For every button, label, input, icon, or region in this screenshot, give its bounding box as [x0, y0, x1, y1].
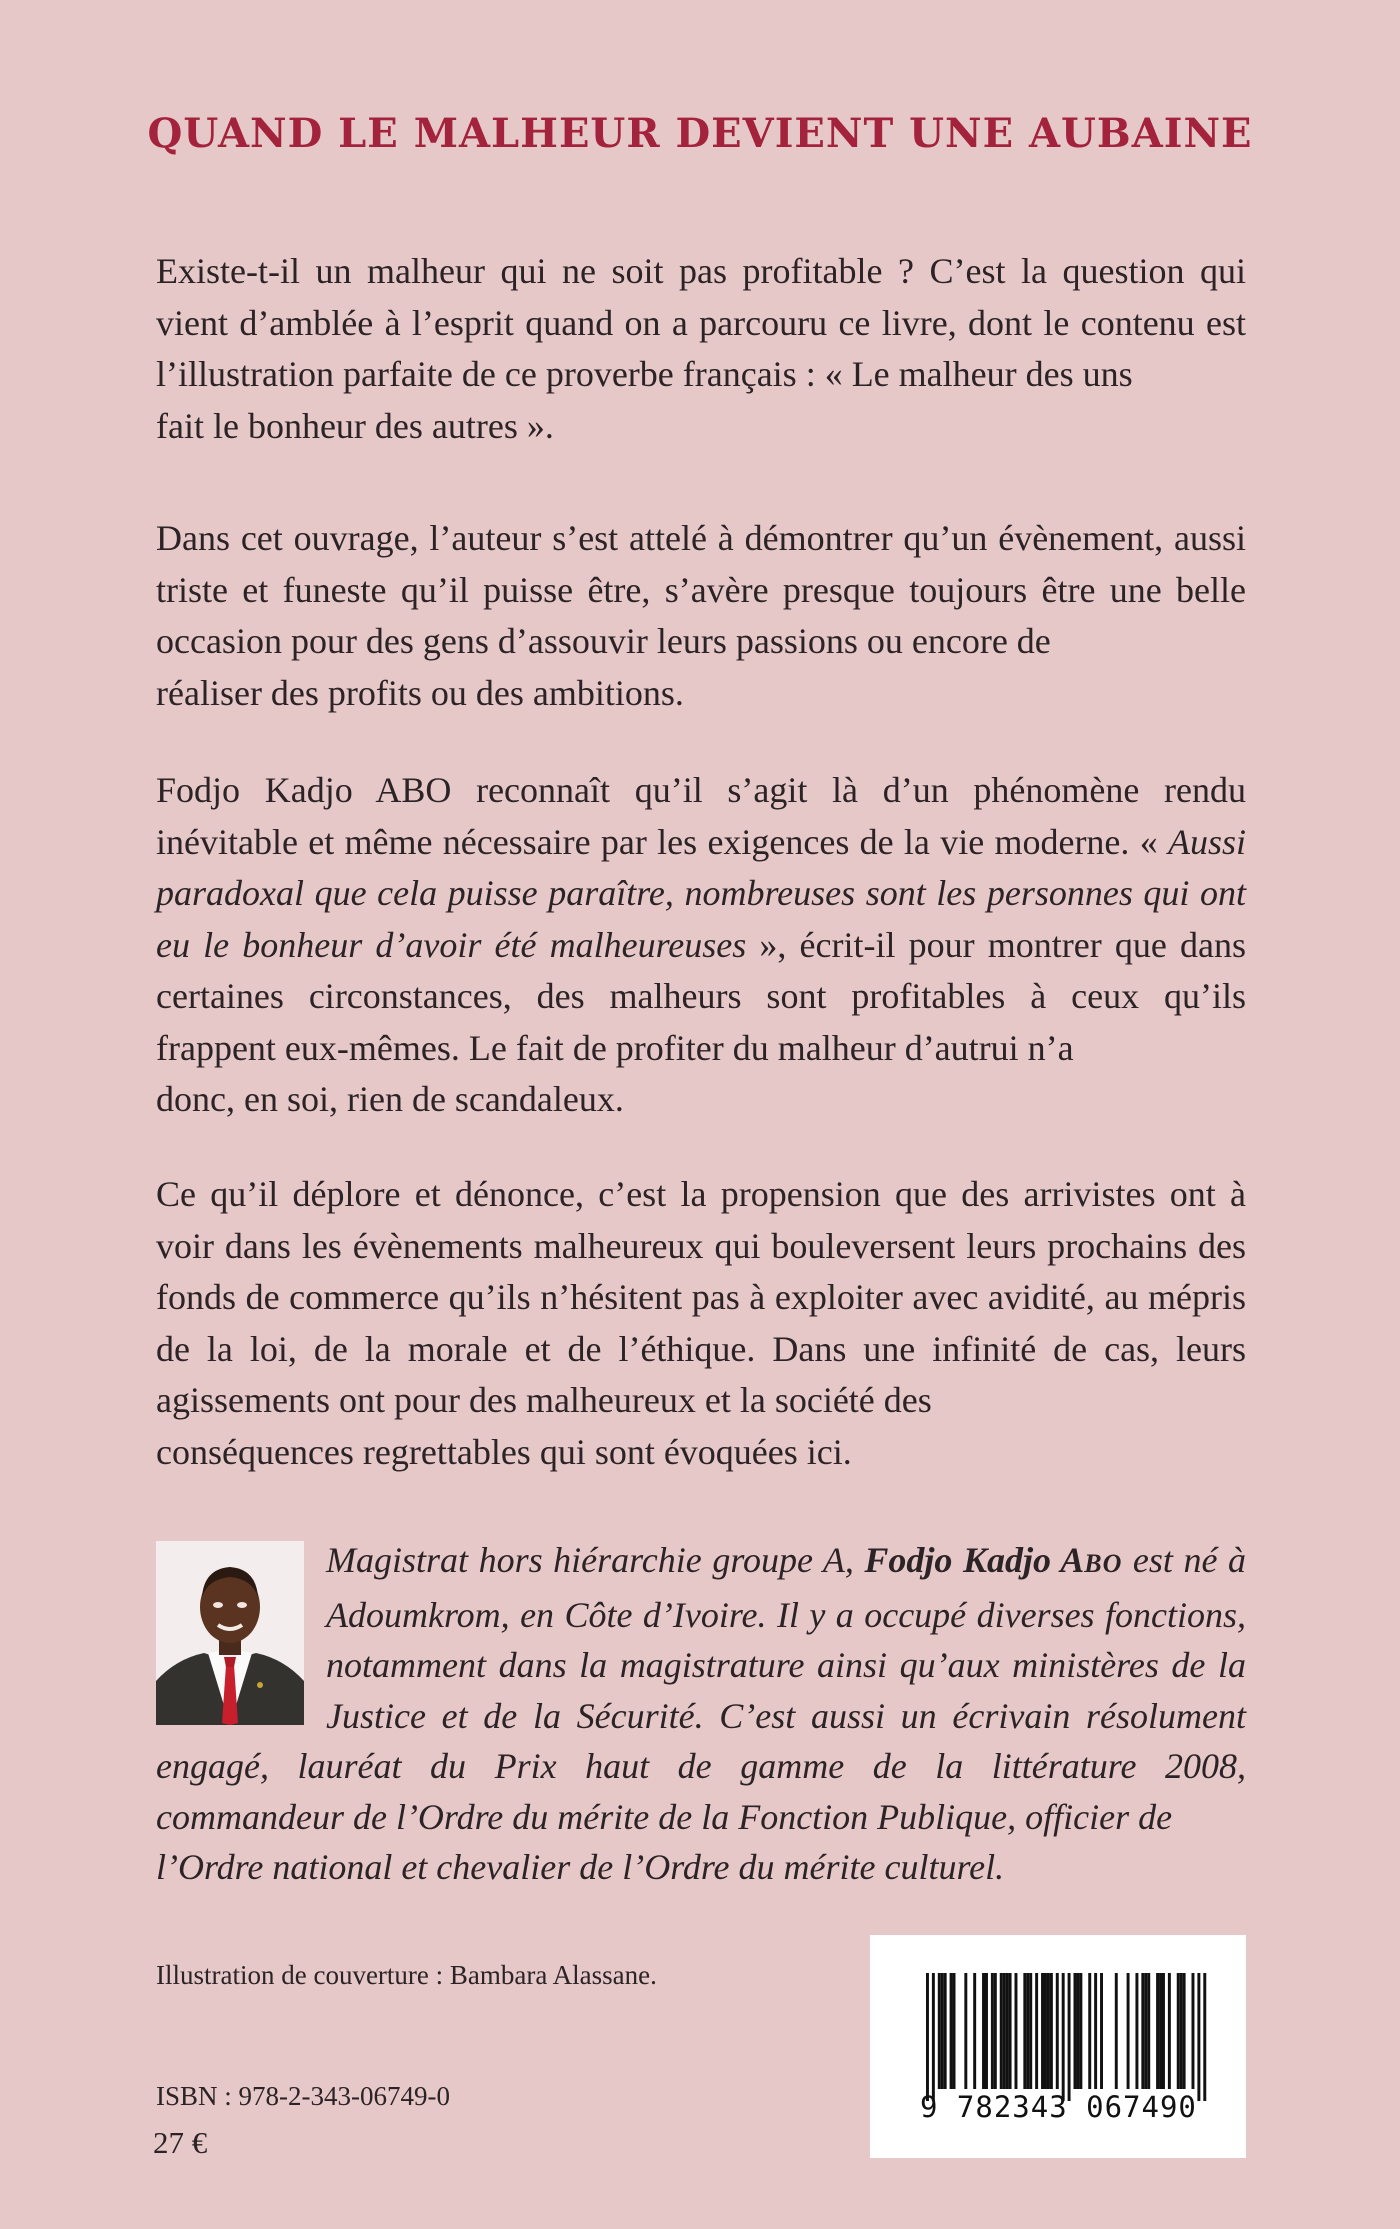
summary-paragraph-1 [156, 246, 1246, 452]
barcode-bar [950, 1973, 953, 2089]
barcode-bar [926, 1973, 929, 2101]
barcode-bar [973, 1973, 976, 2089]
author-name-small-caps: BO [1084, 1549, 1123, 1578]
summary-paragraph-2-end: réaliser des profits ou des ambitions. [156, 672, 684, 713]
author-name [864, 1540, 1122, 1580]
barcode-bar [1023, 1973, 1026, 2089]
barcode-bar [1050, 1973, 1053, 2089]
summary-paragraph-3-intro: Fodjo Kadjo ABO reconnaît qu’il s’agit là d’un phénomène rendu inévitable et même nécessaire par les exigences de la vie moderne. « [156, 770, 1246, 862]
barcode-bar [1115, 1973, 1118, 2089]
barcode-bar [941, 1973, 944, 2089]
barcode-bar [1162, 1973, 1165, 2089]
barcode-bar [1147, 1973, 1150, 2089]
barcode-bar [1100, 1973, 1103, 2089]
barcode-bar [1074, 1973, 1077, 2089]
barcode-bar [985, 1973, 988, 2089]
barcode-bar [994, 1973, 997, 2089]
barcode-bar [1000, 1973, 1003, 2089]
barcode-bar [1135, 1973, 1138, 2089]
barcode-bar [1079, 1973, 1082, 2089]
barcode-bar [1062, 1973, 1065, 2101]
barcode [870, 1935, 1246, 2158]
barcode-bar [953, 1973, 956, 2089]
barcode-bar [1203, 1973, 1206, 2101]
barcode-bar [1127, 1973, 1130, 2089]
barcode-bar [1177, 1973, 1180, 2089]
barcode-bar [1003, 1973, 1006, 2089]
summary-paragraph-2-body: Dans cet ouvrage, l’auteur s’est attelé à démontrer qu’un évènement, aussi triste et funeste qu’il puisse être, s’avère presque toujours être une belle occasion pour des gens d’assouvir leurs passions ou encore de [156, 518, 1246, 661]
barcode-bar [1068, 1973, 1071, 2101]
barcode-bar [1183, 1973, 1186, 2089]
barcode-bar [1006, 1973, 1009, 2089]
isbn-number: ISBN : 978-2-343-06749-0 [156, 2081, 450, 2111]
summary-paragraph-2 [156, 513, 1246, 719]
book-price: 27 € [153, 2125, 208, 2160]
author-name-main: Fodjo Kadjo A [864, 1540, 1085, 1580]
barcode-bar [1009, 1973, 1012, 2089]
author-bio-intro: Magistrat hors hiérarchie groupe A, [326, 1540, 865, 1580]
barcode-bar [1076, 1973, 1079, 2089]
summary-paragraph-1-body: Existe-t-il un malheur qui ne soit pas profitable ? C’est la question qui vient d’amblée à l’esprit quand on a parcouru ce livre, dont le contenu est l’illustration parfaite de ce proverbe français : « Le malheur des uns [156, 251, 1246, 394]
summary-paragraph-1-end: fait le bonheur des autres ». [156, 405, 554, 446]
barcode-bar [1088, 1973, 1091, 2089]
barcode-bar [1156, 1973, 1159, 2089]
author-bio-end: l’Ordre national et chevalier de l’Ordre du mérite culturel. [156, 1847, 1005, 1887]
author-quote: Aussi paradoxal que cela puisse paraître, nombreuses sont les personnes qui ont eu le bonheur d’avoir été malheureuses [156, 821, 1246, 965]
barcode-bar [944, 1973, 947, 2089]
summary-paragraph-3-rest: », écrit-il pour montrer que dans certaines circonstances, des malheurs sont profitables à ceux qu’ils frappent eux-mêmes. Le fait de profiter du malheur d’autrui n’a [156, 924, 1247, 1068]
barcode-digits: 9 782343 067490 [920, 2090, 1197, 2124]
barcode-bar [1035, 1973, 1038, 2089]
barcode-bar [964, 1973, 967, 2089]
summary-paragraph-4 [156, 1169, 1246, 1478]
author-bio [156, 1535, 1246, 1893]
barcode-bar [1144, 1973, 1147, 2089]
barcode-bar [1159, 1973, 1162, 2089]
barcode-bar [1094, 1973, 1097, 2089]
book-title: QUAND LE MALHEUR DEVIENT UNE AUBAINE [147, 110, 1253, 157]
illustration-credit: Illustration de couverture : Bambara Alassane. [156, 1960, 657, 1990]
barcode-bar [1180, 1973, 1183, 2089]
summary-paragraph-3 [156, 765, 1246, 1126]
barcode-bar [932, 1973, 935, 2101]
barcode-bar [1026, 1973, 1029, 2089]
barcode-bar [938, 1973, 941, 2089]
barcode-bars [870, 1935, 1246, 2158]
summary-paragraph-3-end: donc, en soi, rien de scandaleux. [156, 1079, 624, 1119]
barcode-bar [991, 1973, 994, 2089]
summary-paragraph-4-end: conséquences regrettables qui sont évoquées ici. [156, 1431, 852, 1472]
barcode-bar [1044, 1973, 1047, 2089]
barcode-bar [1141, 1973, 1144, 2089]
barcode-bar [1192, 1973, 1195, 2089]
barcode-bar [1056, 1973, 1059, 2089]
barcode-bar [1041, 1973, 1044, 2089]
summary-paragraph-4-body: Ce qu’il déplore et dénonce, c’est la propension que des arrivistes ont à voir dans les évènements malheureux qui bouleversent leurs prochains des fonds de commerce qu’ils n’hésitent pas à exploiter avec avidité, au mépris de la loi, de la morale et de l’éthique. Dans une infinité de cas, leurs agissements ont pour des malheureux et la société des [156, 1174, 1246, 1420]
barcode-bar [1029, 1973, 1032, 2089]
author-portrait-illustration [156, 1541, 304, 1725]
barcode-bar [1197, 1973, 1200, 2101]
barcode-bar [982, 1973, 985, 2089]
author-bio-body: est né à Adoumkrom, en Côte d’Ivoire. Il y a occupé diverses fonctions, notamment dans la magistrature ainsi qu’aux ministères de la Justice et de la Sécurité. C’est aussi un écrivain résolument engagé, lauréat du Prix haut de gamme de la littérature 2008, commandeur de l’Ordre du mérite de la Fonction Publique, officier de [156, 1540, 1246, 1837]
barcode-bar [1015, 1973, 1018, 2089]
author-portrait [156, 1541, 304, 1725]
barcode-bar [1168, 1973, 1171, 2089]
barcode-bar [1047, 1973, 1050, 2089]
